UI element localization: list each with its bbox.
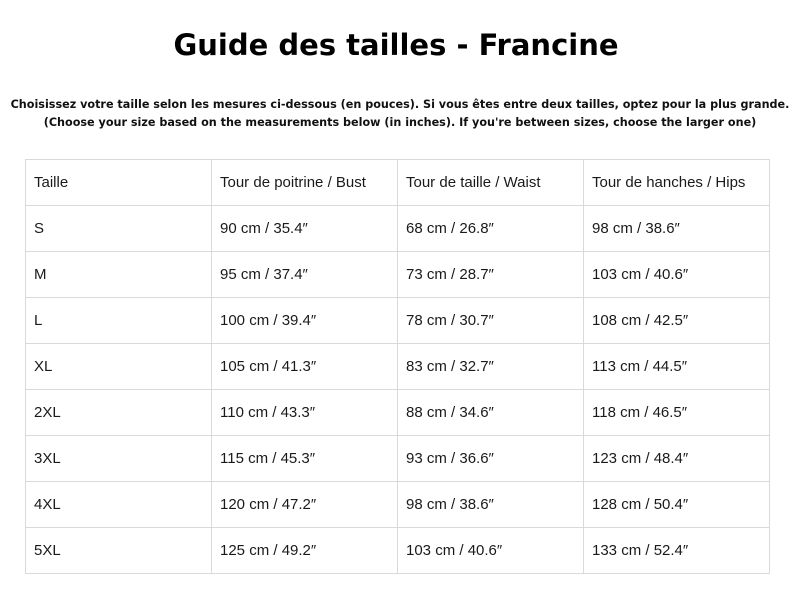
table-row	[26, 528, 770, 574]
cell-bust: 105 cm / 41.3″	[212, 344, 398, 390]
cell-bust: 110 cm / 43.3″	[212, 390, 398, 436]
cell-size: 3XL	[26, 436, 212, 482]
cell-size: XL	[26, 344, 212, 390]
instructions-french: Choisissez votre taille selon les mesures ci-dessous (en pouces). Si vous êtes entre deux tailles, optez pour la plus grande.	[10, 98, 790, 111]
instructions-english: (Choose your size based on the measurements below (in inches). If you're between sizes, choose the larger one)	[43, 116, 757, 129]
table-row	[26, 206, 770, 252]
cell-waist: 78 cm / 30.7″	[398, 298, 584, 344]
cell-size: 4XL	[26, 482, 212, 528]
cell-hips: 123 cm / 48.4″	[584, 436, 770, 482]
cell-waist: 103 cm / 40.6″	[398, 528, 584, 574]
instructions	[0, 96, 800, 132]
cell-waist: 83 cm / 32.7″	[398, 344, 584, 390]
table-row	[26, 252, 770, 298]
cell-waist: 88 cm / 34.6″	[398, 390, 584, 436]
cell-waist: 73 cm / 28.7″	[398, 252, 584, 298]
cell-size: M	[26, 252, 212, 298]
cell-hips: 108 cm / 42.5″	[584, 298, 770, 344]
page-title: Guide des tailles - Francine	[173, 28, 619, 62]
cell-hips: 98 cm / 38.6″	[584, 206, 770, 252]
cell-waist: 98 cm / 38.6″	[398, 482, 584, 528]
cell-hips: 118 cm / 46.5″	[584, 390, 770, 436]
table-row	[26, 482, 770, 528]
cell-hips: 128 cm / 50.4″	[584, 482, 770, 528]
cell-bust: 120 cm / 47.2″	[212, 482, 398, 528]
cell-waist: 93 cm / 36.6″	[398, 436, 584, 482]
table-row	[26, 436, 770, 482]
size-chart-table	[25, 159, 770, 574]
cell-bust: 95 cm / 37.4″	[212, 252, 398, 298]
cell-hips: 103 cm / 40.6″	[584, 252, 770, 298]
cell-size: 2XL	[26, 390, 212, 436]
cell-bust: 115 cm / 45.3″	[212, 436, 398, 482]
cell-size: 5XL	[26, 528, 212, 574]
cell-size: L	[26, 298, 212, 344]
table-row	[26, 390, 770, 436]
header-hips: Tour de hanches / Hips	[584, 160, 770, 206]
header-size: Taille	[26, 160, 212, 206]
header-waist: Tour de taille / Waist	[398, 160, 584, 206]
cell-waist: 68 cm / 26.8″	[398, 206, 584, 252]
cell-bust: 90 cm / 35.4″	[212, 206, 398, 252]
cell-hips: 113 cm / 44.5″	[584, 344, 770, 390]
table-row	[26, 298, 770, 344]
cell-bust: 100 cm / 39.4″	[212, 298, 398, 344]
cell-hips: 133 cm / 52.4″	[584, 528, 770, 574]
cell-size: S	[26, 206, 212, 252]
cell-bust: 125 cm / 49.2″	[212, 528, 398, 574]
table-row	[26, 344, 770, 390]
header-bust: Tour de poitrine / Bust	[212, 160, 398, 206]
table-header-row	[26, 160, 770, 206]
